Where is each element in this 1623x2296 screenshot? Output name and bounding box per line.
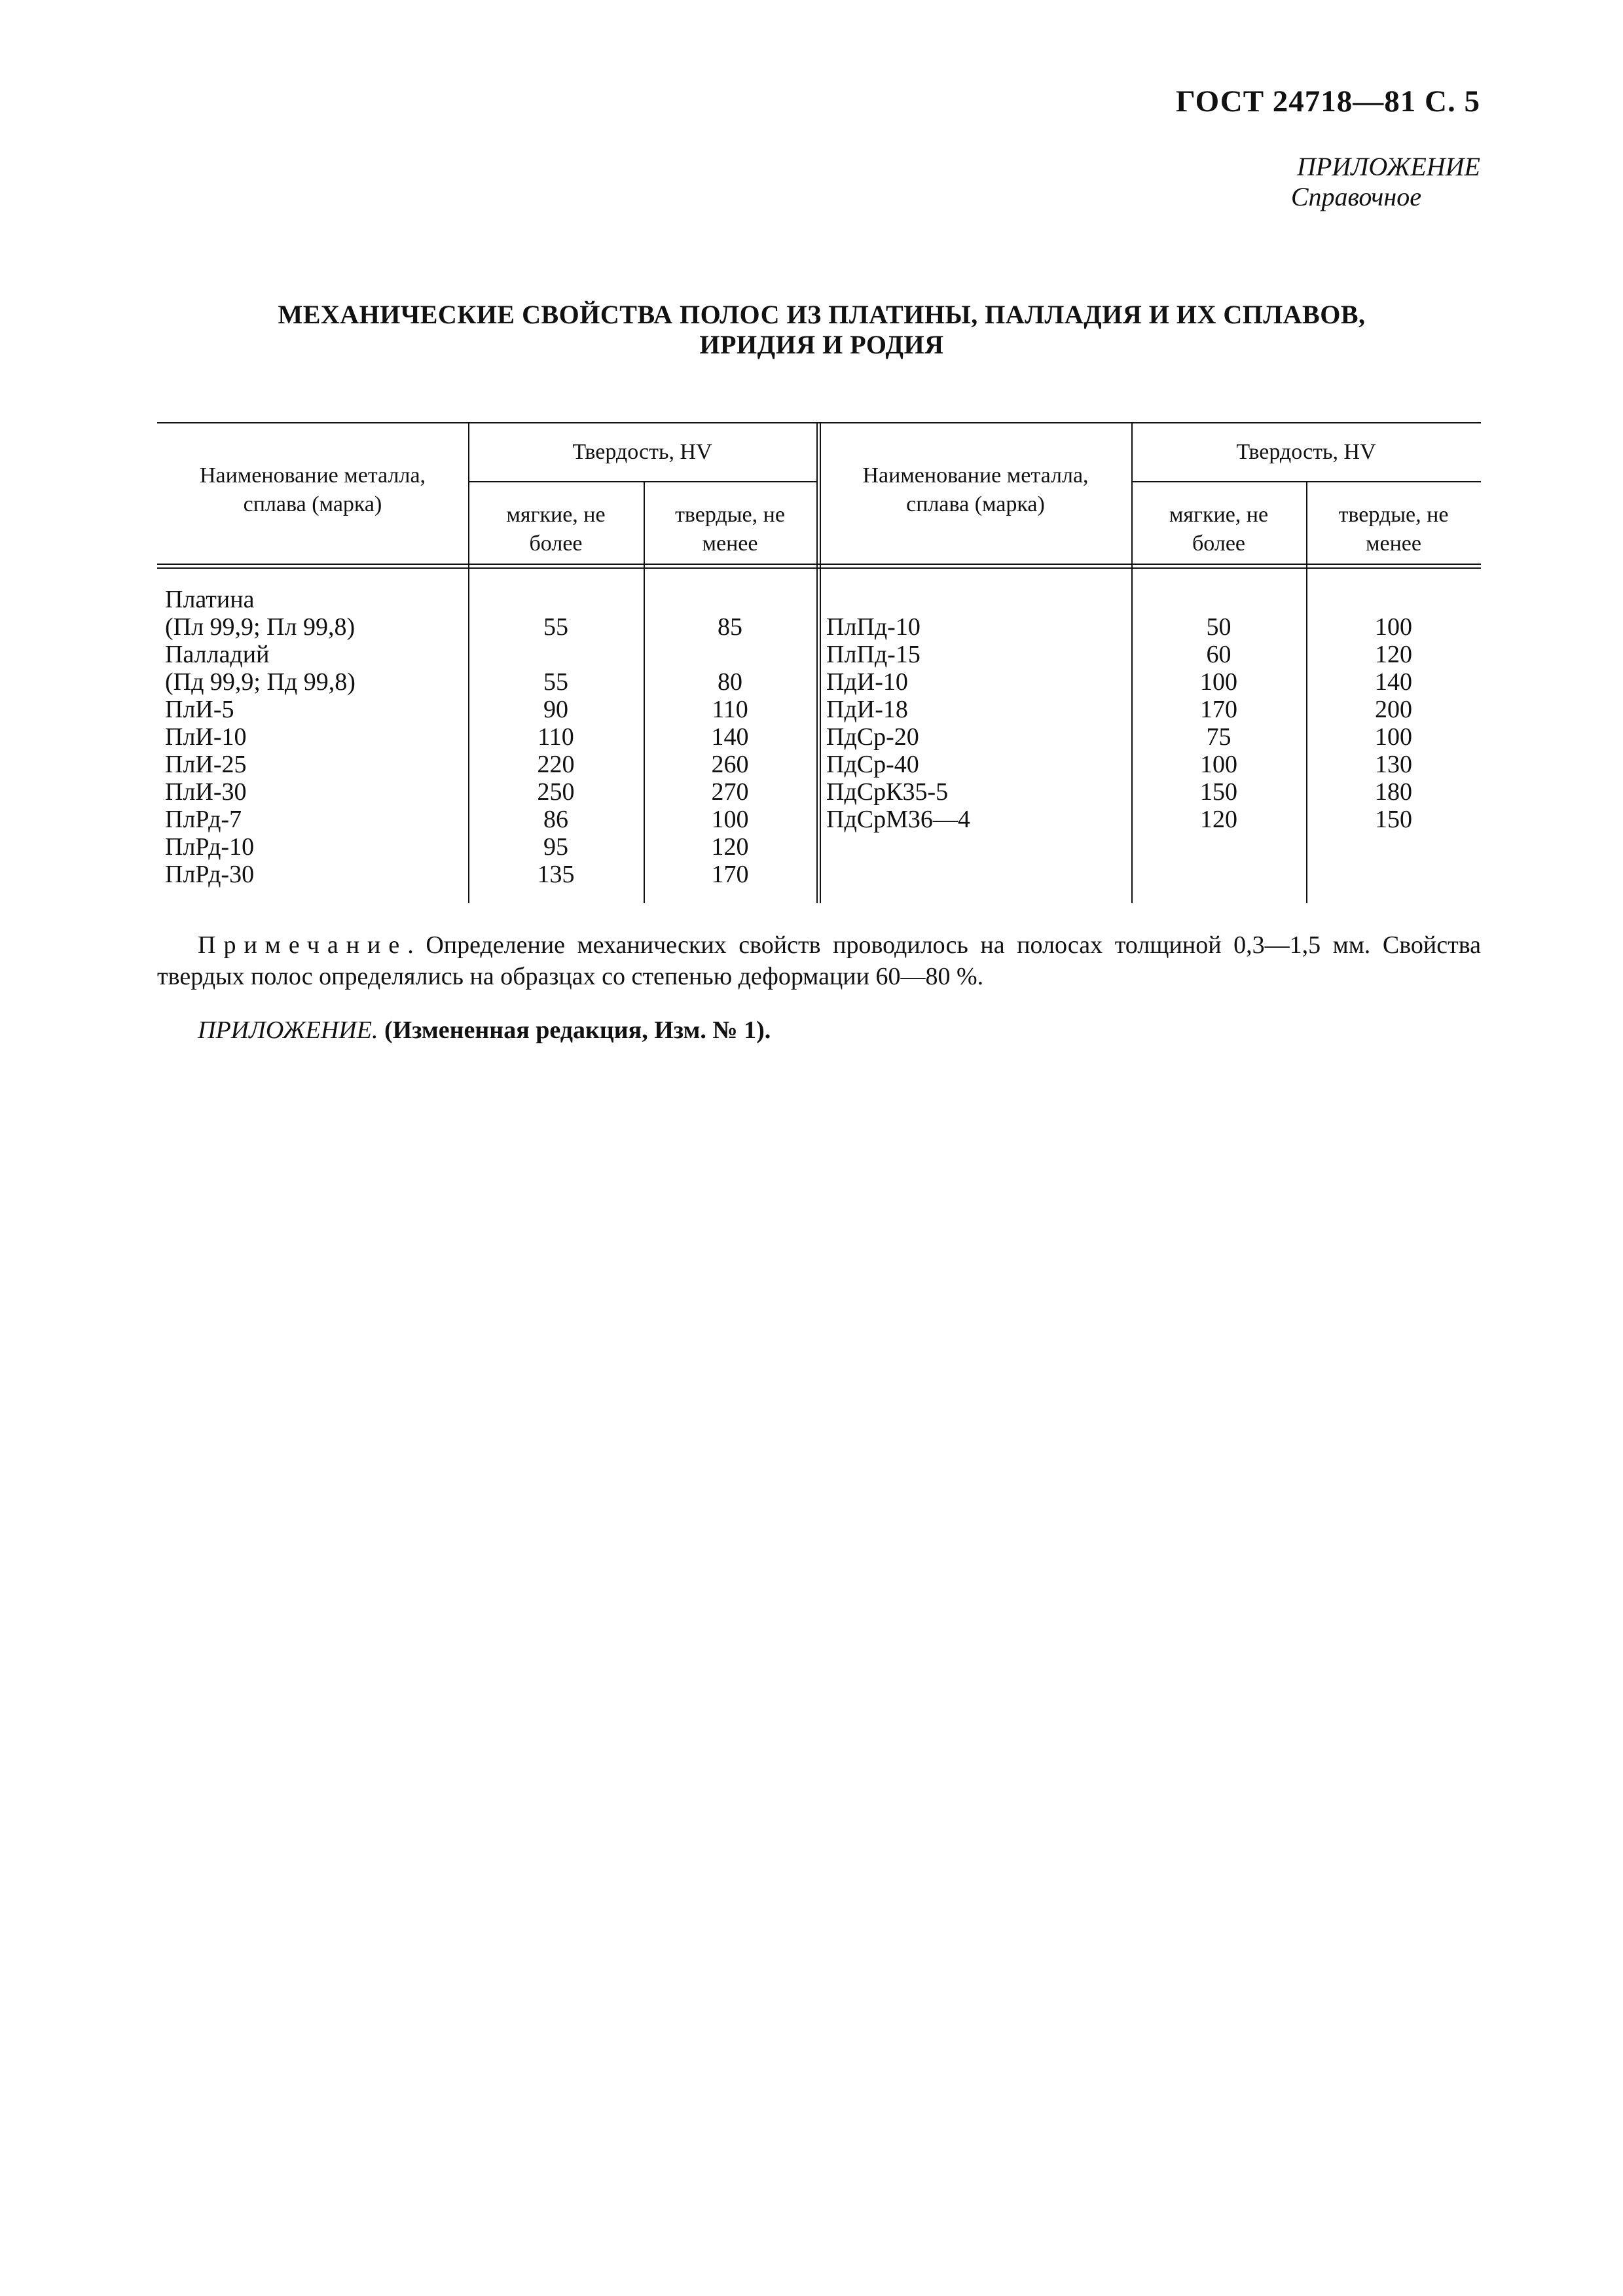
table-cell: 100 xyxy=(711,806,749,833)
column-left-names xyxy=(165,586,466,888)
header-hardness-left: Твердость, HV xyxy=(572,440,712,464)
table-cell: (Пд 99,9; Пд 99,8) xyxy=(165,668,356,696)
table-cell xyxy=(826,586,1127,613)
table-subheader-rule xyxy=(1131,481,1481,482)
table-cell xyxy=(1306,861,1481,888)
appendix-title: ПРИЛОЖЕНИЕ xyxy=(1297,152,1480,181)
table-cell xyxy=(1131,586,1306,613)
note-label: Примечание xyxy=(198,931,408,959)
change-label: ПРИЛОЖЕНИЕ. xyxy=(198,1016,378,1044)
table-cell: 75 xyxy=(1206,723,1231,751)
table-note xyxy=(157,929,1481,992)
table-cell: ПлИ-25 xyxy=(165,751,247,778)
table-cell: ПдИ-10 xyxy=(826,668,908,696)
table-cell xyxy=(468,586,644,613)
change-note xyxy=(198,1016,771,1045)
column-right-hard xyxy=(1306,586,1481,888)
table-cell xyxy=(644,586,816,613)
table-cell: ПлИ-30 xyxy=(165,778,247,806)
table-cell: 135 xyxy=(537,861,575,888)
header-hardness-right: Твердость, HV xyxy=(1236,440,1376,464)
table-cell: 60 xyxy=(1206,641,1231,668)
title-line-2: ИРИДИЯ И РОДИЯ xyxy=(699,330,944,359)
table-cell: 110 xyxy=(538,723,574,751)
table-cell: Палладий xyxy=(165,641,270,668)
table-cell: (Пл 99,9; Пл 99,8) xyxy=(165,613,356,641)
table-cell xyxy=(1306,833,1481,861)
table-cell: Платина xyxy=(165,586,255,613)
column-right-soft xyxy=(1131,586,1306,888)
table-cell: ПдСр-20 xyxy=(826,723,919,751)
table-cell: 130 xyxy=(1375,751,1412,778)
change-text: (Измененная редакция, Изм. № 1). xyxy=(384,1016,771,1044)
table-cell: ПлРд-7 xyxy=(165,806,242,833)
table-cell: 260 xyxy=(711,751,749,778)
table-cell xyxy=(468,641,644,668)
table-cell: 50 xyxy=(1206,613,1231,641)
table-cell: 100 xyxy=(1375,723,1412,751)
table-cell: 86 xyxy=(543,806,568,833)
appendix-type: Справочное xyxy=(1290,182,1421,211)
table-cell: 120 xyxy=(711,833,749,861)
table-cell: 270 xyxy=(711,778,749,806)
table-cell: 150 xyxy=(1200,778,1237,806)
table-cell: ПдИ-18 xyxy=(826,696,908,723)
table-cell xyxy=(644,641,816,668)
table-cell: 100 xyxy=(1375,613,1412,641)
table-cell xyxy=(826,833,1127,861)
table-cell: 220 xyxy=(537,751,575,778)
header-hard-right: твердые, не менее xyxy=(1338,503,1449,556)
table-cell: ПдСр-40 xyxy=(826,751,919,778)
column-left-hard xyxy=(644,586,816,888)
table-divider xyxy=(816,422,818,903)
table-cell: 80 xyxy=(718,668,742,696)
table-header-rule xyxy=(157,564,1481,565)
appendix-label xyxy=(1291,152,1480,212)
table-cell: 170 xyxy=(1200,696,1237,723)
table-cell: 110 xyxy=(712,696,748,723)
header-name-left: Наименование металла, сплава (марка) xyxy=(199,463,426,517)
table-cell: 250 xyxy=(537,778,575,806)
table-cell xyxy=(1306,586,1481,613)
table-cell xyxy=(826,861,1127,888)
table-cell: ПдСрК35-5 xyxy=(826,778,949,806)
table-cell: 100 xyxy=(1200,751,1237,778)
table-header-rule xyxy=(157,567,1481,569)
table-cell: ПлРд-10 xyxy=(165,833,255,861)
table-cell: 140 xyxy=(711,723,749,751)
table-cell: ПлПд-15 xyxy=(826,641,921,668)
table-cell: 140 xyxy=(1375,668,1412,696)
table-cell xyxy=(1131,833,1306,861)
table-cell: 100 xyxy=(1200,668,1237,696)
title-line-1: МЕХАНИЧЕСКИЕ СВОЙСТВА ПОЛОС ИЗ ПЛАТИНЫ, ПАЛЛАДИЯ И ИХ СПЛАВОВ, xyxy=(278,300,1366,329)
table-cell: 120 xyxy=(1375,641,1412,668)
table-cell: 95 xyxy=(543,833,568,861)
table-cell: 90 xyxy=(543,696,568,723)
table-cell: 170 xyxy=(711,861,749,888)
table-cell: ПлИ-10 xyxy=(165,723,247,751)
table-cell: ПлИ-5 xyxy=(165,696,234,723)
table-cell: 55 xyxy=(543,668,568,696)
header-soft-left: мягкие, не более xyxy=(506,503,606,556)
properties-table xyxy=(157,422,1481,903)
table-cell: 150 xyxy=(1375,806,1412,833)
table-cell: 200 xyxy=(1375,696,1412,723)
column-right-names xyxy=(826,586,1127,888)
document-title xyxy=(157,300,1486,360)
table-cell: 180 xyxy=(1375,778,1412,806)
table-subheader-rule xyxy=(468,481,816,482)
table-cell: 85 xyxy=(718,613,742,641)
column-left-soft xyxy=(468,586,644,888)
header-soft-right: мягкие, не более xyxy=(1169,503,1269,556)
header-name-right: Наименование металла, сплава (марка) xyxy=(862,463,1089,517)
header-hard-left: твердые, не менее xyxy=(675,503,785,556)
table-cell: ПлРд-30 xyxy=(165,861,255,888)
table-cell: 120 xyxy=(1200,806,1237,833)
table-cell: 55 xyxy=(543,613,568,641)
table-cell: ПлПд-10 xyxy=(826,613,921,641)
table-cell xyxy=(1131,861,1306,888)
table-cell: ПдСрМ36—4 xyxy=(826,806,970,833)
page-header: ГОСТ 24718—81 С. 5 xyxy=(1175,84,1480,118)
note-text: . Определение механических свойств проводилось на полосах толщиной 0,3—1,5 мм. Свойства твердых полос определялись на образцах со степенью деформации 60—80 %. xyxy=(157,931,1481,990)
